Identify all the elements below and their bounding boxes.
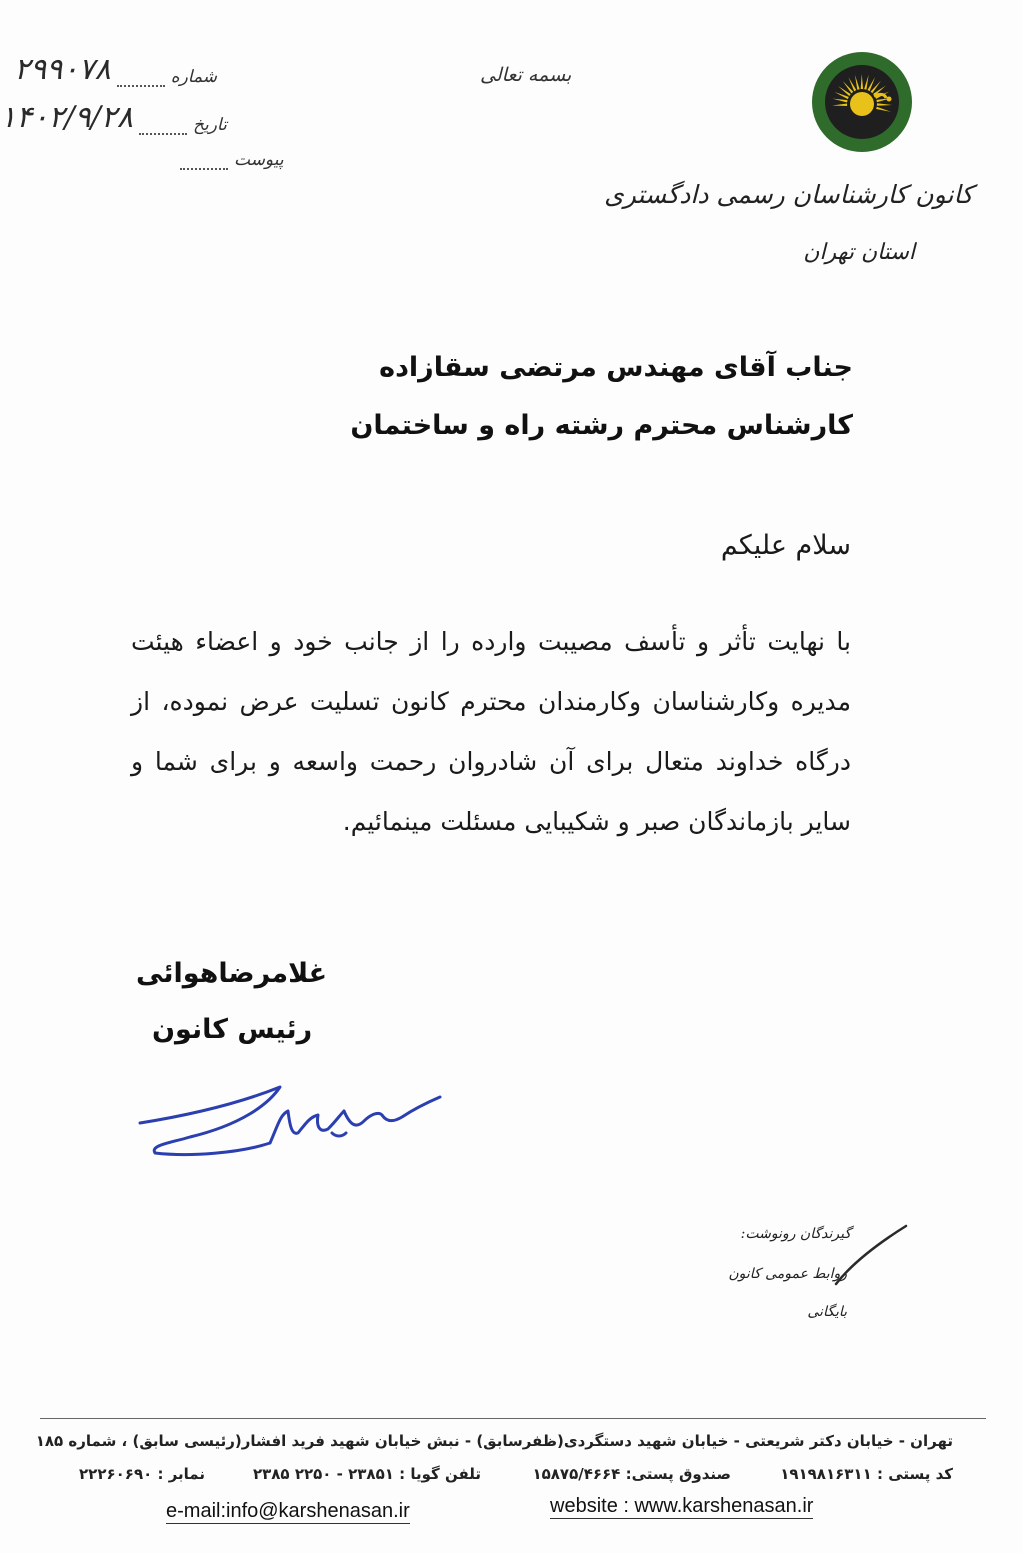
footer-website[interactable] [550, 1495, 813, 1518]
register-attachment-label: پیوست [234, 150, 284, 170]
greeting: سلام علیکم [720, 530, 851, 561]
register-date-dots [139, 115, 187, 135]
register-attachment-dots [180, 150, 228, 170]
register-date-row [0, 100, 227, 135]
signatory-name: غلامرضاهوائی [136, 958, 328, 989]
footer-divider [40, 1418, 986, 1419]
sun-emblem-icon [812, 52, 912, 152]
org-logo [812, 52, 912, 152]
register-number-row [14, 52, 217, 87]
signature-scribble-icon [130, 1075, 450, 1170]
footer-website-text[interactable]: website : www.karshenasan.ir [550, 1495, 814, 1517]
footer-phone: تلفن گویا : ۲۳۸۵۱ - ۲۲۵۰ ۲۳۸۵ [252, 1465, 481, 1483]
register-date-label: تاریخ [193, 115, 227, 135]
check-stroke-icon [830, 1222, 910, 1292]
org-name-line2: استان تهران [803, 240, 915, 265]
footer-email-text[interactable]: e-mail:info@karshenasan.ir [166, 1500, 410, 1522]
recipient-line2: کارشناس محترم رشته راه و ساختمان [350, 410, 853, 441]
recipient-line1: جناب آقای مهندس مرتضی سقازاده [379, 352, 853, 383]
cc-checkmark [830, 1222, 910, 1292]
letter-body: با نهایت تأثر و تأسف مصیبت وارده را از جانب خود و اعضاء هیئت مدیره وکارشناسان وکارمندان محترم کانون تسلیت عرض نموده، از درگاه خداوند متعال برای آن شادروان رحمت واسعه و برای شما و سایر بازماندگان صبر و شکیبایی مسئلت مینمائیم. [131, 627, 851, 836]
cc-item-archive: بایگانی [807, 1304, 847, 1320]
footer-fax: نمابر : ۲۲۲۶۰۶۹۰ [79, 1465, 205, 1483]
footer-address: تهران - خیابان دکتر شریعتی - خیابان شهید دستگردی(ظفرسابق) - نبش خیابان شهید فرید افشار(رئیسی سابق) ، شماره ۱۸۵ [35, 1432, 953, 1450]
cc-heading: گیرندگان رونوشت: [740, 1226, 851, 1242]
bismillah: بسمه تعالی [480, 64, 572, 86]
register-number-dots [117, 67, 165, 87]
signature [130, 1075, 450, 1170]
register-number-label: شماره [170, 67, 218, 87]
footer-email[interactable] [166, 1500, 410, 1523]
register-date-value: ۱۴۰۲/۹/۲۸ [0, 100, 134, 135]
register-attachment-row [180, 150, 284, 170]
footer-po-box: صندوق پستی: ۱۵۸۷۵/۴۶۶۴ [532, 1465, 731, 1483]
org-name-line1: کانون کارشناسان رسمی دادگستری [604, 180, 973, 209]
register-number-value: ۲۹۹۰۷۸ [14, 52, 111, 87]
footer-postal-code: کد پستی : ۱۹۱۹۸۱۶۳۱۱ [780, 1465, 953, 1483]
cc-item-public-relations: روابط عمومی کانون [728, 1266, 847, 1282]
signatory-title: رئیس کانون [152, 1014, 313, 1045]
